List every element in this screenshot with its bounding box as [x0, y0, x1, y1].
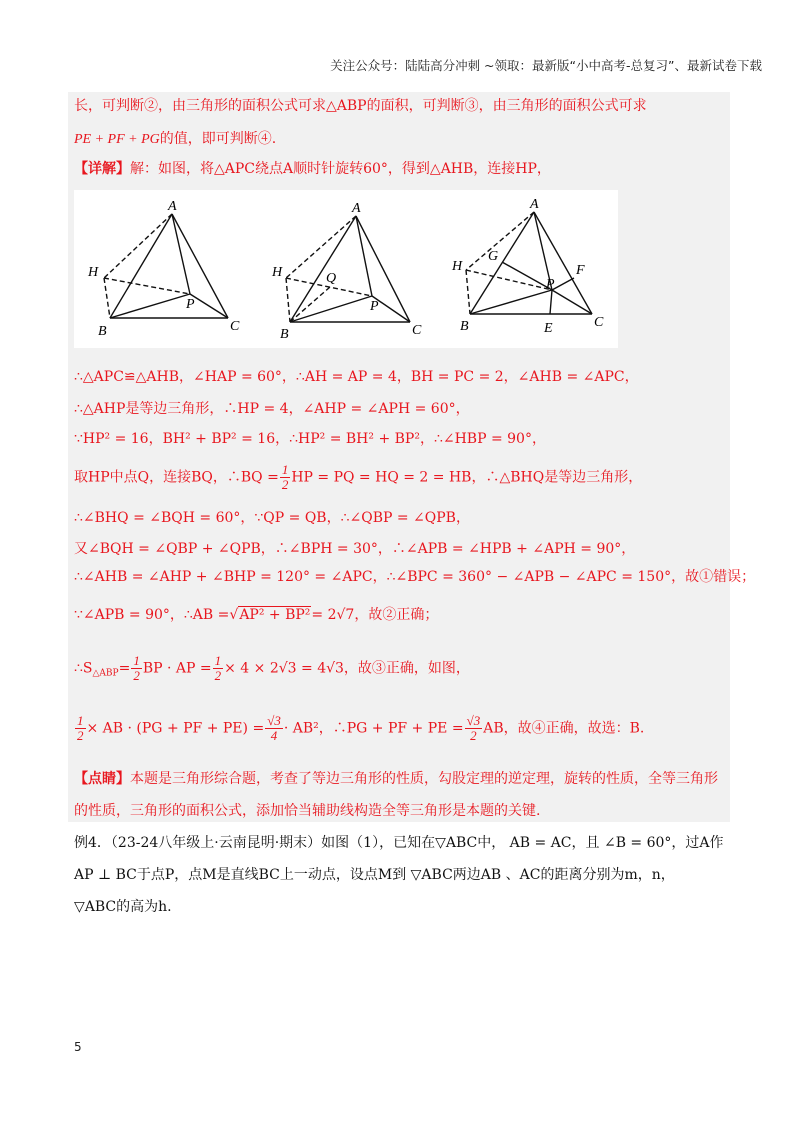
step-4-b: HP = PQ = HQ = 2 = HB，∴△BHQ是等边三角形， [291, 469, 643, 486]
detail-text: 解：如图，将△APC绕点A顺时针旋转60°，得到△AHB，连接HP， [130, 161, 551, 177]
step-8-a: ∵∠APB = 90°，∴AB = [74, 607, 230, 623]
comment-text-1: 本题是三角形综合题，考查了等边三角形的性质，勾股定理的逆定理，旋转的性质，全等三角形 [130, 771, 718, 787]
fig2-label-a: A [352, 201, 361, 216]
figure-1 [104, 214, 228, 318]
detail-line [74, 158, 551, 180]
analysis-line-2 [74, 128, 276, 151]
step-10 [74, 714, 644, 743]
step-9-d: × 4 × 2√3 = 4√3，故③正确，如图， [224, 660, 470, 677]
detail-tag: 【详解】 [74, 161, 130, 177]
fig3-label-p: P [546, 277, 555, 292]
figure-3 [466, 212, 592, 314]
step-10-b: · AB²，∴PG + PF + PE = [283, 720, 464, 737]
step-8 [74, 604, 438, 626]
geometry-figures [74, 190, 618, 348]
step-6: 又∠BQH = ∠QBP + ∠QPB，∴∠BPH = 30°，∴∠APB = ∠HPB + ∠APH = 90°， [74, 541, 636, 557]
fraction-half-2: $\frac{1}{2}$ [133, 653, 140, 683]
fig3-label-h: H [452, 259, 463, 274]
step-2: ∴△AHP是等边三角形，∴HP = 4，∠AHP = ∠APH = 60°， [74, 401, 470, 417]
step-4 [74, 463, 642, 492]
analysis-line-1: 长，可判断②，由三角形的面积公式可求△ABP的面积，可判断③，由三角形的面积公式可求 [74, 98, 647, 114]
fig2-label-p: P [370, 299, 379, 314]
fig1-label-b: B [98, 324, 107, 339]
fig2-label-q: Q [326, 271, 337, 286]
fraction-root3-over-2: $\frac{√3}{2}$ [466, 713, 481, 743]
fig1-label-p: P [186, 297, 195, 312]
comment-line-1 [74, 768, 718, 790]
step-8-radicand: AP² + BP² [239, 607, 311, 623]
fig2-label-b: B [280, 327, 289, 342]
step-3: ∵HP² = 16，BH² + BP² = 16，∴HP² = BH² + BP²，∴∠HBP = 90°， [74, 431, 546, 447]
fig3-label-e: E [544, 321, 553, 336]
fraction-half: $\frac{1}{2}$ [281, 462, 289, 492]
fig1-label-c: C [230, 319, 240, 334]
step-4-a: 取HP中点Q，连接BQ，∴BQ = [74, 469, 279, 486]
analysis-math: PE + PF + PG [74, 132, 160, 147]
step-9 [74, 654, 470, 685]
step-10-a: × AB · (PG + PF + PE) = [86, 720, 265, 737]
fraction-root3-over-4: $\frac{√3}{4}$ [267, 713, 281, 743]
fraction-half-3: $\frac{1}{2}$ [214, 653, 222, 683]
step-5: ∴∠BHQ = ∠BQH = 60°，∵QP = QB，∴∠QBP = ∠QPB， [74, 510, 470, 526]
step-9-sub: △ABP [92, 668, 119, 679]
step-9-eq: = [118, 660, 131, 677]
fig1-label-h: H [88, 265, 99, 280]
sqrt-symbol: √ [229, 607, 239, 623]
fig3-label-g: G [488, 249, 499, 264]
comment-tag: 【点睛】 [74, 771, 130, 787]
figure-panel [74, 190, 618, 348]
example-line-3: ▽ABC的高为h. [74, 899, 172, 915]
step-9-a: ∴S [74, 660, 93, 677]
comment-line-2: 的性质，三角形的面积公式，添加恰当辅助线构造全等三角形是本题的关键. [74, 803, 541, 819]
figure-2 [286, 216, 410, 322]
fig3-label-b: B [460, 319, 469, 334]
fig2-label-h: H [272, 265, 283, 280]
step-7: ∴∠AHB = ∠AHP + ∠BHP = 120° = ∠APC，∴∠BPC = 360° − ∠APB − ∠APC = 150°，故①错误； [74, 569, 756, 585]
fig1-label-a: A [168, 199, 177, 214]
step-9-c: BP · AP = [142, 660, 212, 677]
step-10-c: AB，故④正确，故选：B. [483, 720, 645, 737]
fig3-label-f: F [576, 263, 585, 278]
fraction-half-4: $\frac{1}{2}$ [77, 713, 84, 743]
step-1: ∴△APC≌△AHB，∠HAP = 60°，∴AH = AP = 4，BH = PC = 2，∠AHB = ∠APC， [74, 369, 639, 385]
analysis-text: 的值，即可判断④. [159, 131, 277, 147]
example-line-2: AP ⊥ BC于点P，点M是直线BC上一动点，设点M到 ▽ABC两边AB 、AC的距离分别为m，n， [74, 867, 675, 883]
example-line-1: 例4．（23-24八年级上·云南昆明·期末）如图（1），已知在▽ABC中， AB = AC，且 ∠B = 60°，过A作 [74, 835, 724, 851]
fig2-label-c: C [412, 323, 422, 338]
fig3-label-c: C [594, 315, 604, 330]
fig3-label-a: A [530, 197, 539, 212]
step-8-c: = 2√7，故②正确； [311, 607, 439, 623]
page-header: 关注公众号：陆陆高分冲刺 ~领取：最新版“小中高考-总复习”、最新试卷下载 [330, 58, 762, 73]
page-number: 5 [74, 1040, 82, 1054]
